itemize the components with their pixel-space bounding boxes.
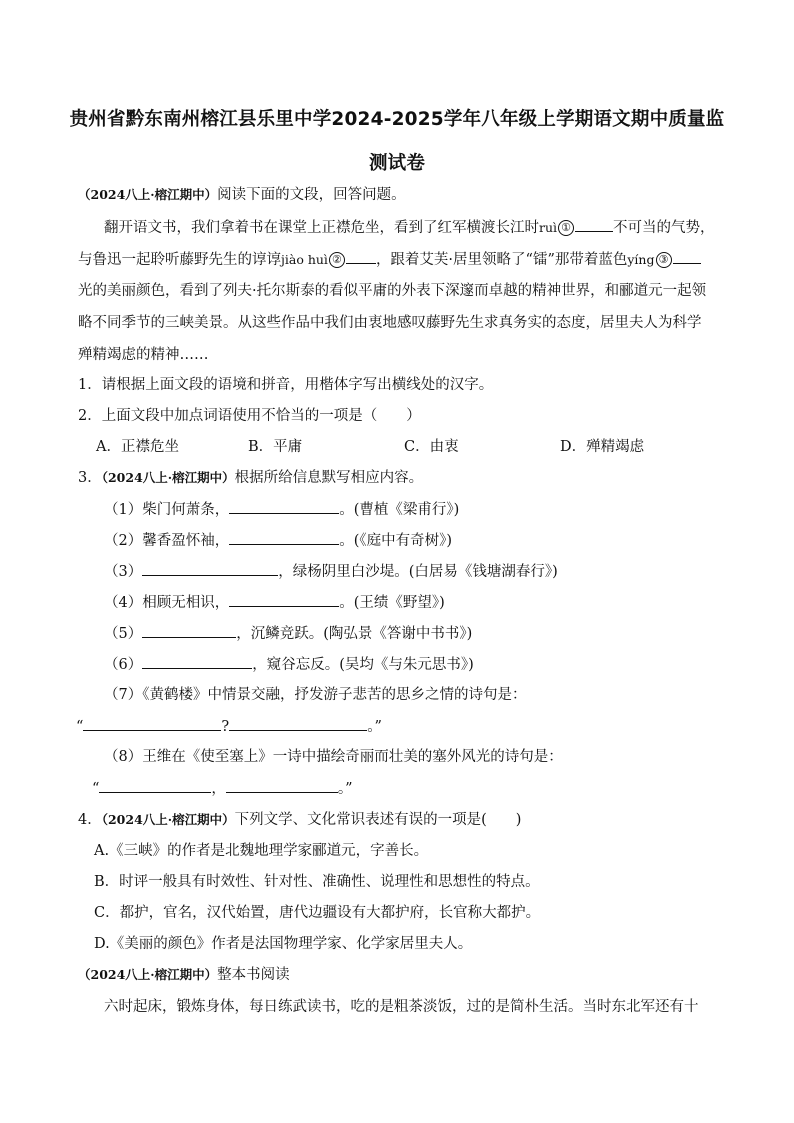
question-source: （2024八上·榕江期中）	[101, 812, 235, 827]
item-text: （4）相顾无相识，	[104, 595, 230, 611]
passage-line-2	[78, 248, 701, 271]
question-text: 下列文学、文化常识表述有误的一项是( )	[234, 812, 522, 828]
item-text: ，绿杨阴里白沙堤。(白居易《钱塘湖春行》)	[278, 564, 558, 580]
question-text: 根据所给信息默写相应内容。	[234, 470, 424, 486]
exam-title	[60, 98, 734, 186]
section1-source: （2024八上·榕江期中）	[78, 187, 218, 202]
question-number: 3．	[78, 470, 102, 486]
item-text: ，沉鳞竞跃。(陶弘景《答谢中书书》)	[236, 626, 473, 642]
section5-passage-line-1: 六时起床，锻炼身体，每日练武读书，吃的是粗茶淡饭，过的是简朴生活。当时东北军还有十	[104, 999, 699, 1015]
q2-option-d[interactable]: D．殚精竭虑	[560, 439, 645, 455]
answer-blank[interactable]	[99, 777, 211, 793]
question-source: （2024八上·榕江期中）	[101, 470, 235, 485]
passage-text: 与鲁迅一起聆听藤野先生的谆谆	[78, 252, 281, 268]
passage-text: 不可当的气势，	[613, 220, 715, 236]
title-line-2: 测试卷	[368, 153, 426, 174]
question-2-stem: 2．上面文段中加点词语使用不恰当的一项是（ ）	[78, 408, 421, 424]
section5-stem: 整本书阅读	[217, 967, 290, 983]
item-text: ，窥谷忘反。(吴均《与朱元思书》)	[252, 657, 474, 673]
pinyin: ruì	[539, 220, 558, 235]
item-text: 。(《庭中有奇树》)	[339, 533, 453, 549]
q3-item-3	[104, 560, 558, 583]
answer-blank[interactable]	[229, 498, 339, 514]
punctuation: ?	[221, 719, 230, 735]
circled-number: ②	[329, 252, 345, 268]
passage-text: ，跟着艾芙·居里领略了“镭”那带着蓝色	[375, 252, 628, 268]
answer-blank[interactable]	[226, 777, 338, 793]
question-1: 1．请根据上面文段的语境和拼音，用楷体字写出横线处的汉字。	[78, 377, 494, 393]
circled-number: ①	[558, 220, 574, 236]
answer-blank[interactable]	[575, 216, 613, 232]
item-text: （1）柴门何萧条，	[104, 502, 230, 518]
answer-blank[interactable]	[229, 529, 339, 545]
passage-text: 翻开语文书，我们拿着书在课堂上正襟危坐，看到了红军横渡长江时	[104, 220, 539, 236]
item-text: （3）	[104, 564, 143, 580]
quote-mark: 。”	[367, 719, 382, 735]
punctuation: ，	[211, 781, 226, 797]
title-line-1: 贵州省黔东南州榕江县乐里中学2024-2025学年八年级上学期语文期中质量监	[69, 109, 725, 130]
question-number: 4．	[78, 812, 102, 828]
q3-item-6	[104, 653, 474, 676]
section5-source: （2024八上·榕江期中）	[78, 967, 218, 982]
item-text: （6）	[104, 657, 143, 673]
passage-line-5: 殚精竭虑的精神……	[78, 347, 209, 363]
q4-option-d[interactable]: D.《美丽的颜色》作者是法国物理学家、化学家居里夫人。	[94, 936, 473, 952]
item-text: （5）	[104, 626, 143, 642]
passage-line-3: 光的美丽颜色，看到了列夫·托尔斯泰的看似平庸的外表下深邃而卓越的精神世界，和郦道元一起领	[78, 283, 707, 299]
item-text: 。(王绩《野望》)	[339, 595, 445, 611]
answer-blank[interactable]	[83, 715, 221, 731]
q3-item-7: （7）《黄鹤楼》中情景交融，抒发游子悲苦的思乡之情的诗句是：	[104, 687, 527, 703]
q3-item-1	[104, 498, 459, 521]
section1-intro: 阅读下面的文段，回答问题。	[217, 187, 406, 203]
answer-blank[interactable]	[142, 653, 252, 669]
quote-mark: 。”	[337, 781, 353, 797]
pinyin: jiào huì	[281, 252, 328, 267]
answer-blank[interactable]	[673, 248, 701, 264]
item-text: （2）馨香盈怀袖，	[104, 533, 230, 549]
q3-item-8-answer	[92, 777, 353, 800]
question-3-stem	[78, 467, 423, 489]
circled-number: ③	[656, 252, 672, 268]
quote-mark: “	[92, 781, 100, 797]
q3-item-2	[104, 529, 452, 552]
section1-header	[78, 184, 406, 206]
answer-blank[interactable]	[346, 248, 376, 264]
q2-option-a[interactable]: A．正襟危坐	[96, 439, 179, 455]
passage-line-4: 略不同季节的三峡美景。从这些作品中我们由衷地感叹藤野先生求真务实的态度，居里夫人为科学	[78, 315, 702, 331]
q3-item-7-answer	[76, 715, 382, 738]
section5-header	[78, 964, 290, 986]
q4-option-b[interactable]: B．时评一般具有时效性、针对性、准确性、说理性和思想性的特点。	[94, 874, 540, 890]
answer-blank[interactable]	[229, 715, 367, 731]
q4-option-c[interactable]: C．都护，官名，汉代始置，唐代边疆设有大都护府，长官称大都护。	[94, 905, 541, 921]
q2-option-c[interactable]: C．由衷	[404, 439, 459, 455]
passage-line-1	[104, 216, 715, 239]
answer-blank[interactable]	[142, 622, 236, 638]
q3-item-8: （8）王维在《使至塞上》一诗中描绘奇丽而壮美的塞外风光的诗句是：	[104, 749, 563, 765]
item-text: 。(曹植《梁甫行》)	[339, 502, 460, 518]
answer-blank[interactable]	[142, 560, 278, 576]
quote-mark: “	[76, 719, 84, 735]
question-4-stem	[78, 809, 521, 831]
pinyin: yíng	[627, 252, 655, 267]
answer-blank[interactable]	[229, 591, 339, 607]
q2-option-b[interactable]: B．平庸	[248, 439, 303, 455]
q3-item-4	[104, 591, 445, 614]
q3-item-5	[104, 622, 472, 645]
q4-option-a[interactable]: A.《三峡》的作者是北魏地理学家郦道元，字善长。	[94, 843, 429, 859]
